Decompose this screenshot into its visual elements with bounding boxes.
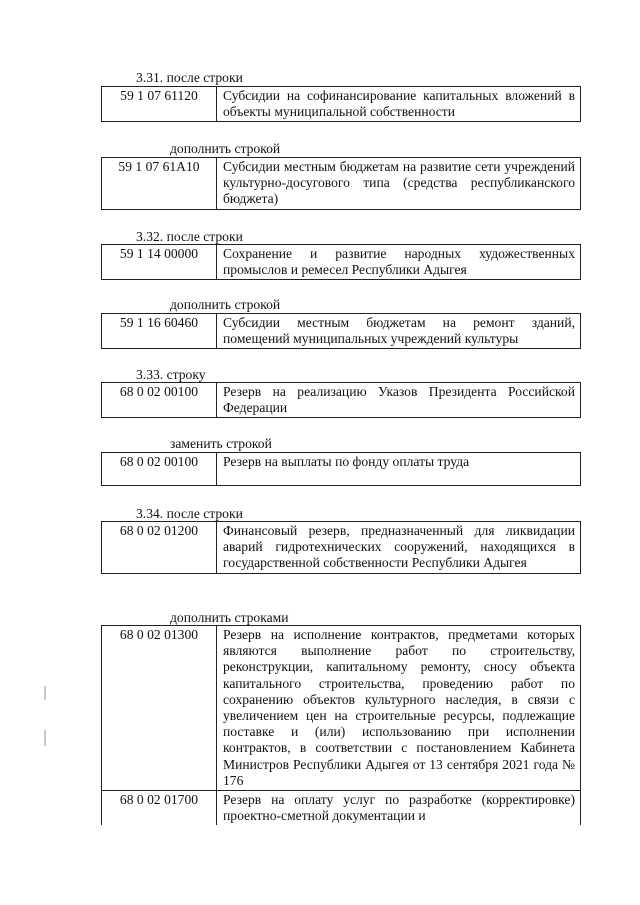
description-cell: Субсидии местным бюджетам на развитие сети учреждений культурно-досугового типа (средства республиканского бюджета) (217, 158, 581, 210)
scan-mark (44, 686, 46, 700)
budget-code-cell: 59 1 16 60460 (102, 314, 217, 349)
description-cell: Субсидии на софинансирование капитальных вложений в объекты муниципальной собственности (217, 87, 581, 122)
budget-code-cell: 68 0 02 00100 (102, 453, 217, 486)
budget-code-cell: 59 1 14 00000 (102, 245, 217, 280)
section-label-3-32: 3.32. после строки (136, 229, 243, 244)
budget-code-cell: 68 0 02 01300 (102, 626, 217, 791)
description-cell: Финансовый резерв, предназначенный для ликвидации аварий гидротехнических сооружений, находящихся в государственной собственности Республики Адыгея (217, 522, 581, 574)
description-cell: Субсидии местным бюджетам на ремонт зданий, помещений муниципальных учреждений культуры (217, 314, 581, 349)
budget-code-cell: 68 0 02 01700 (102, 791, 217, 826)
description-cell: Резерв на оплату услуг по разработке (корректировке) проектно-сметной документации и (217, 791, 581, 826)
description-cell: Резерв на исполнение контрактов, предметами которых являются выполнение работ по строительству, реконструкции, капитальному ремонту, сносу объекта капитального строительства, проведению работ по сохранению объектов культурного наследия, в связи с увеличением цен на строительные ресурсы, подлежащие поставке и (или) использованию при исполнении контрактов, в соответствии с постановлением Кабинета Министров Республики Адыгея от 13 сентября 2021 года № 176 (217, 626, 581, 791)
instruction-replace-row: заменить строкой (170, 436, 272, 451)
budget-code-cell: 59 1 07 61А10 (102, 158, 217, 210)
instruction-add-row: дополнить строкой (170, 141, 281, 156)
table-row (102, 791, 581, 826)
table-row (101, 521, 581, 574)
instruction-add-rows: дополнить строками (170, 610, 289, 625)
budget-code-cell: 68 0 02 00100 (102, 383, 217, 418)
scan-mark (44, 730, 46, 746)
description-cell: Резерв на выплаты по фонду оплаты труда (217, 453, 581, 486)
table-multi-row (101, 625, 581, 825)
table-row (101, 313, 581, 349)
budget-code-cell: 68 0 02 01200 (102, 522, 217, 574)
table-row (101, 382, 581, 418)
instruction-add-row: дополнить строкой (170, 297, 281, 312)
table-row (101, 86, 581, 122)
section-label-3-34: 3.34. после строки (136, 506, 243, 521)
budget-code-cell: 59 1 07 61120 (102, 87, 217, 122)
section-label-3-33: 3.33. строку (136, 367, 206, 382)
table-row (101, 157, 581, 210)
description-cell: Резерв на реализацию Указов Президента Российской Федерации (217, 383, 581, 418)
table-row (102, 626, 581, 791)
table-row (101, 452, 581, 486)
table-row (101, 244, 581, 280)
description-cell: Сохранение и развитие народных художественных промыслов и ремесел Республики Адыгея (217, 245, 581, 280)
section-label-3-31: 3.31. после строки (136, 70, 243, 85)
